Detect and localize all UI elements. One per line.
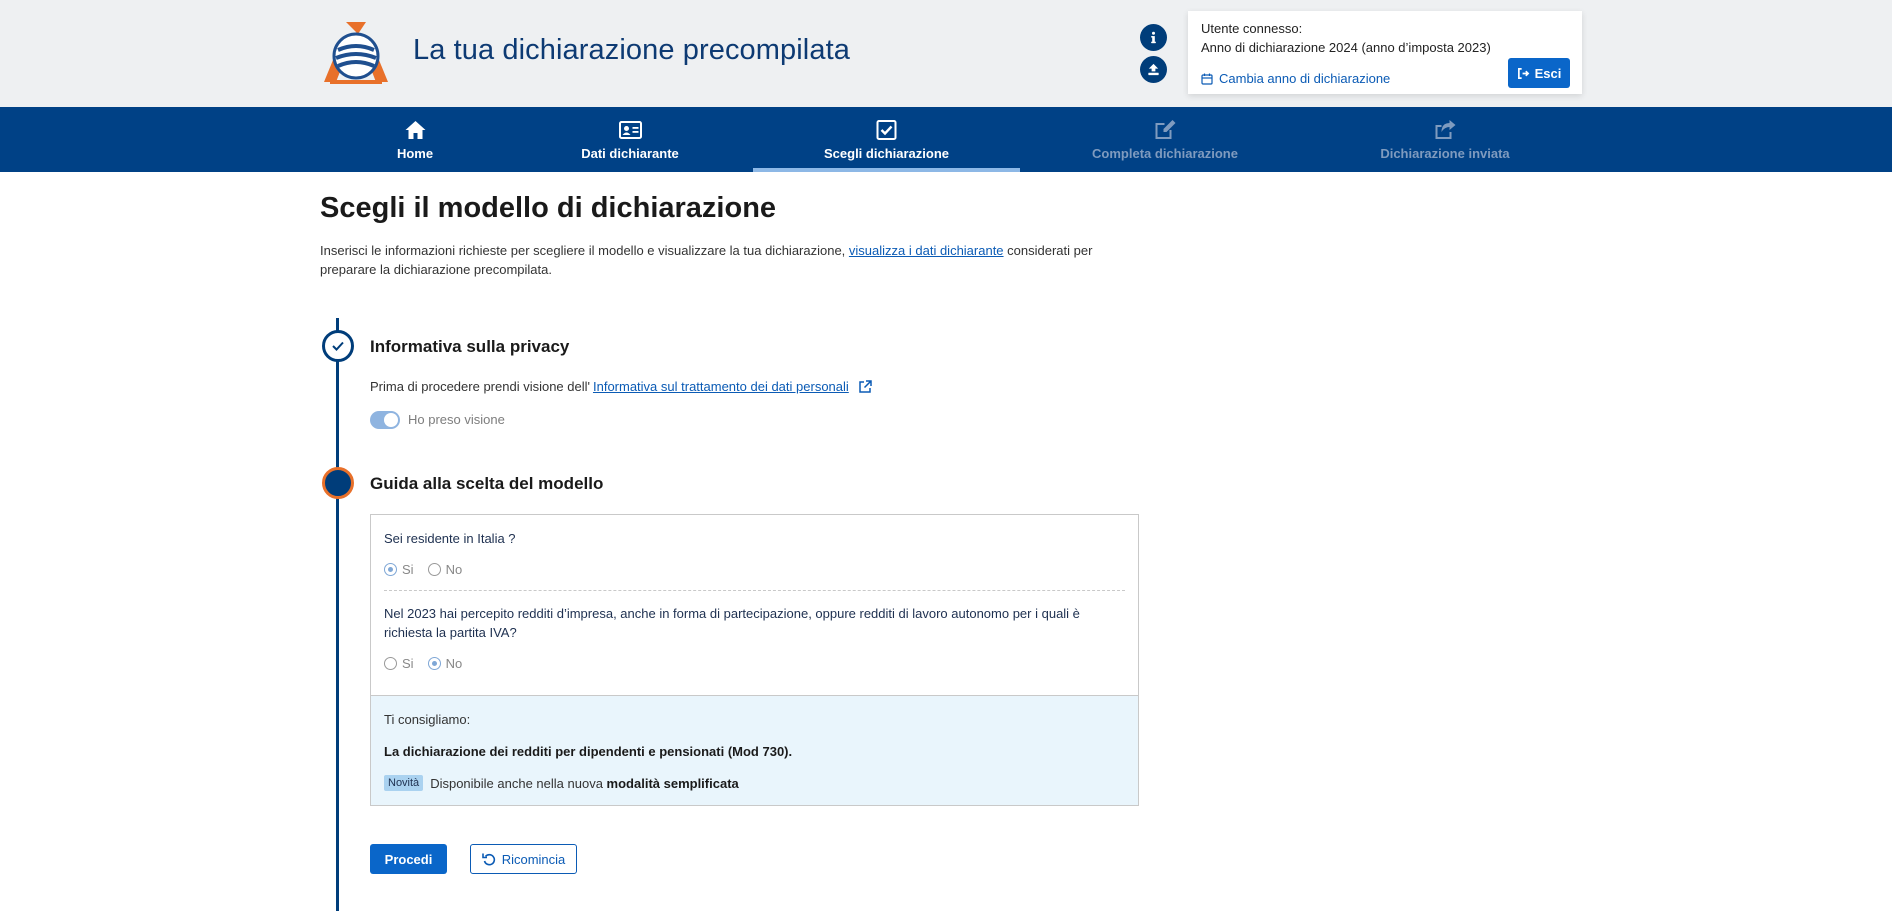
residence-no-option[interactable] — [428, 562, 463, 577]
home-icon — [403, 118, 428, 142]
user-connected-label: Utente connesso: — [1201, 21, 1303, 36]
guide-step-title: Guida alla scelta del modello — [370, 474, 604, 493]
business-income-radio-group — [384, 656, 476, 671]
radio-button[interactable] — [384, 657, 397, 670]
agenzia-entrate-logo[interactable] — [320, 20, 392, 84]
privacy-acknowledged-toggle[interactable] — [370, 411, 400, 429]
question-business-income: Nel 2023 hai percepito redditi d’impresa, anche in forma di partecipazione, oppure redditi di lavoro autonomo per i quali è richiesta la partita IVA? — [384, 606, 1080, 640]
proceed-button[interactable]: Procedi — [370, 844, 447, 874]
new-badge: Novità — [384, 775, 423, 791]
nav-item-home[interactable] — [370, 107, 460, 172]
edit-icon — [1153, 118, 1178, 142]
privacy-text-label: Prima di procedere prendi visione dell' — [370, 379, 590, 394]
radio-button[interactable] — [428, 657, 441, 670]
calendar-icon — [1201, 73, 1213, 85]
privacy-step-title: Informativa sulla privacy — [370, 337, 570, 356]
new-feature-row — [384, 775, 739, 791]
privacy-text — [370, 379, 872, 394]
radio-label: No — [445, 656, 463, 671]
timeline-line — [336, 318, 339, 911]
declaration-year: Anno di dichiarazione 2024 (anno d’imposta 2023) — [1201, 40, 1491, 55]
nav-item-scegli-dichiarazione[interactable] — [753, 107, 1020, 172]
intro-text-part: considerati per preparare la dichiarazione precompilata. — [320, 243, 1093, 277]
divider — [384, 590, 1125, 591]
step-completed-marker — [322, 330, 354, 362]
info-icon[interactable] — [1140, 24, 1167, 51]
suggestion-panel — [371, 695, 1138, 805]
restart-button[interactable] — [470, 844, 577, 874]
checkbox-icon — [874, 118, 899, 142]
nav-label: Dichiarazione inviata — [1380, 146, 1510, 161]
new-feature-text-part: Disponibile anche nella nuova — [430, 775, 607, 791]
radio-label: No — [445, 562, 463, 577]
question-residence: Sei residente in Italia ? — [384, 531, 516, 546]
business-yes-option[interactable] — [384, 656, 414, 671]
user-panel — [1188, 11, 1582, 94]
nav-label: Home — [396, 146, 434, 161]
radio-button[interactable] — [384, 563, 397, 576]
change-year-link[interactable] — [1201, 71, 1390, 86]
intro-text-part: Inserisci le informazioni richieste per scegliere il modello e visualizzare la tua dichiarazione, — [320, 243, 849, 258]
page-title: Scegli il modello di dichiarazione — [320, 192, 777, 224]
toggle-label: Ho preso visione — [408, 412, 505, 427]
suggestion-label: Ti consigliamo: — [384, 712, 471, 727]
upload-icon[interactable] — [1140, 56, 1167, 83]
radio-label: Si — [402, 656, 414, 671]
exit-label: Esci — [1534, 65, 1562, 81]
share-icon — [1433, 118, 1458, 142]
id-card-icon — [618, 118, 643, 142]
nav-label: Completa dichiarazione — [1092, 146, 1238, 161]
logout-icon — [1517, 67, 1530, 80]
radio-label: Si — [402, 562, 414, 577]
check-icon — [331, 339, 345, 353]
step-current-marker — [322, 467, 354, 499]
external-link-icon — [858, 380, 872, 394]
model-choice-card — [370, 514, 1139, 806]
restart-label: Ricomincia — [501, 851, 566, 867]
radio-button[interactable] — [428, 563, 441, 576]
change-year-label: Cambia anno di dichiarazione — [1219, 71, 1391, 86]
exit-button[interactable] — [1508, 58, 1570, 88]
view-declarant-data-link[interactable]: visualizza i dati dichiarante — [848, 243, 1004, 258]
nav-item-dichiarazione-inviata[interactable] — [1375, 107, 1515, 172]
new-feature-text — [430, 776, 739, 791]
privacy-policy-link[interactable]: Informativa sul trattamento dei dati personali — [592, 379, 849, 394]
undo-icon — [482, 852, 496, 866]
site-title: La tua dichiarazione precompilata — [413, 34, 850, 66]
business-no-option[interactable] — [428, 656, 463, 671]
suggested-model: La dichiarazione dei redditi per dipendenti e pensionati (Mod 730). — [384, 744, 793, 759]
nav-item-completa-dichiarazione[interactable] — [1085, 107, 1245, 172]
intro-text — [320, 241, 1150, 279]
main-nav — [0, 107, 1892, 172]
nav-item-dati-dichiarante[interactable] — [570, 107, 690, 172]
nav-label: Dati dichiarante — [581, 146, 679, 161]
residence-yes-option[interactable] — [384, 562, 414, 577]
nav-label: Scegli dichiarazione — [824, 146, 949, 161]
residence-radio-group — [384, 562, 476, 577]
simplified-mode-text: modalità semplificata — [606, 775, 739, 791]
site-header — [0, 0, 1892, 107]
